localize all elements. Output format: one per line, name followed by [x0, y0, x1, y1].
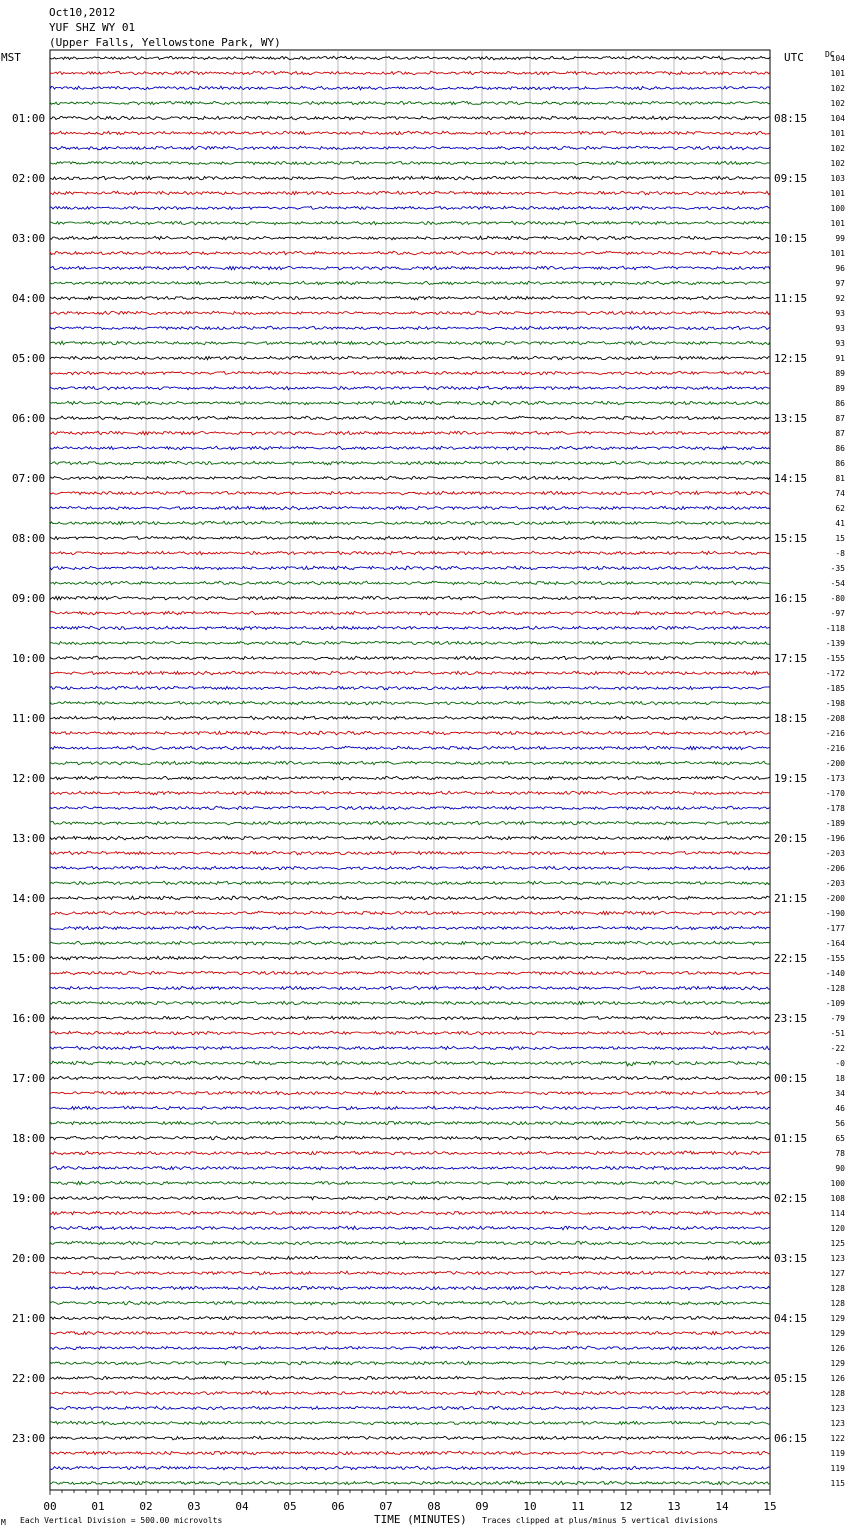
seismic-trace	[50, 401, 770, 405]
mst-hour-label: 17:00	[12, 1072, 46, 1085]
dc-offset-value: 129	[830, 1329, 845, 1338]
seismic-trace	[50, 266, 770, 270]
dc-offset-labels	[826, 54, 845, 1488]
seismic-trace	[50, 746, 770, 750]
seismic-trace	[50, 761, 770, 765]
utc-hour-label: 12:15	[774, 352, 808, 365]
mst-hour-label: 03:00	[12, 232, 46, 245]
dc-offset-value: 34	[835, 1089, 845, 1098]
mst-hour-label: 22:00	[12, 1372, 46, 1385]
dc-offset-value: 122	[830, 1434, 845, 1443]
seismic-trace	[50, 806, 770, 810]
dc-offset-value: 114	[830, 1209, 845, 1218]
location-label: (Upper Falls, Yellowstone Park, WY)	[49, 36, 281, 49]
mst-hour-label: 08:00	[12, 532, 46, 545]
seismic-trace	[50, 581, 770, 585]
dc-offset-value: -196	[825, 834, 845, 843]
seismic-trace	[50, 1031, 770, 1035]
utc-hour-label: 05:15	[774, 1372, 808, 1385]
dc-offset-value: 101	[830, 249, 845, 258]
seismic-trace	[50, 56, 770, 60]
mst-hour-label: 15:00	[12, 952, 46, 965]
dc-offset-value: -155	[825, 654, 845, 663]
dc-offset-value: 127	[830, 1269, 845, 1278]
seismic-trace	[50, 1451, 770, 1455]
dc-offset-value: 101	[830, 189, 845, 198]
mst-hour-label: 11:00	[12, 712, 46, 725]
dc-offset-value: 86	[835, 459, 845, 468]
dc-offset-value: -177	[825, 924, 845, 933]
mst-hour-label: 10:00	[12, 652, 46, 665]
seismic-trace	[50, 416, 770, 420]
dc-offset-value: 86	[835, 399, 845, 408]
x-axis-title: TIME (MINUTES)	[374, 1513, 467, 1526]
seismic-trace	[50, 341, 770, 345]
x-tick-label: 00	[43, 1500, 57, 1513]
x-tick-label: 13	[667, 1500, 681, 1513]
seismic-trace	[50, 1316, 770, 1320]
seismic-trace	[50, 1196, 770, 1200]
mst-hour-label: 09:00	[12, 592, 46, 605]
utc-hour-label: 08:15	[774, 112, 808, 125]
x-tick-label: 15	[763, 1500, 777, 1513]
dc-offset-value: 74	[835, 489, 845, 498]
dc-offset-value: 123	[830, 1254, 845, 1263]
seismic-trace	[50, 926, 770, 930]
utc-hour-label: 09:15	[774, 172, 808, 185]
x-tick-label: 09	[475, 1500, 489, 1513]
dc-offset-value: 91	[835, 354, 845, 363]
dc-offset-value: 108	[830, 1194, 845, 1203]
dc-offset-value: -35	[830, 564, 845, 573]
seismic-trace	[50, 656, 770, 660]
seismic-trace	[50, 791, 770, 795]
dc-offset-value: -22	[830, 1044, 845, 1053]
dc-offset-value: 56	[835, 1119, 845, 1128]
dc-offset-value: 128	[830, 1299, 845, 1308]
seismic-trace	[50, 1421, 770, 1425]
dc-offset-value: -185	[825, 684, 845, 693]
seismic-trace	[50, 896, 770, 900]
seismic-trace	[50, 776, 770, 780]
dc-offset-value: -206	[825, 864, 845, 873]
dc-offset-value: 104	[830, 54, 845, 63]
x-tick-label: 07	[379, 1500, 393, 1513]
seismic-trace	[50, 281, 770, 285]
seismic-trace	[50, 1181, 770, 1185]
seismic-trace	[50, 956, 770, 960]
seismic-trace	[50, 1076, 770, 1080]
seismic-trace	[50, 1226, 770, 1230]
seismic-trace	[50, 146, 770, 150]
seismic-trace	[50, 1061, 770, 1066]
scale-note: Each Vertical Division = 500.00 microvolts	[20, 1516, 223, 1525]
date-label: Oct10,2012	[49, 6, 116, 19]
x-tick-label: 08	[427, 1500, 441, 1513]
x-tick-label: 01	[91, 1500, 105, 1513]
dc-label: DC	[825, 50, 835, 59]
utc-hour-label: 03:15	[774, 1252, 808, 1265]
dc-offset-value: 86	[835, 444, 845, 453]
dc-offset-value: -51	[830, 1029, 845, 1038]
dc-offset-value: -173	[825, 774, 845, 783]
dc-offset-value: 81	[835, 474, 845, 483]
utc-hour-label: 23:15	[774, 1012, 808, 1025]
utc-hour-label: 22:15	[774, 952, 808, 965]
seismic-trace	[50, 191, 770, 195]
utc-hour-label: 00:15	[774, 1072, 808, 1085]
mst-hour-label: 07:00	[12, 472, 46, 485]
utc-hour-label: 04:15	[774, 1312, 808, 1325]
dc-offset-value: -172	[825, 669, 845, 678]
dc-offset-value: 103	[830, 174, 845, 183]
dc-offset-value: 126	[830, 1344, 845, 1353]
seismic-trace	[50, 731, 770, 735]
utc-hour-label: 06:15	[774, 1432, 808, 1445]
dc-offset-value: 102	[830, 84, 845, 93]
mst-hour-label: 23:00	[12, 1432, 46, 1445]
dc-offset-value: 93	[835, 339, 845, 348]
dc-offset-value: -203	[825, 849, 845, 858]
dc-offset-value: 104	[830, 114, 845, 123]
dc-offset-value: 128	[830, 1389, 845, 1398]
dc-offset-value: 92	[835, 294, 845, 303]
mst-hour-label: 19:00	[12, 1192, 46, 1205]
utc-hour-label: 15:15	[774, 532, 808, 545]
dc-offset-value: -8	[835, 549, 845, 558]
dc-offset-value: -203	[825, 879, 845, 888]
seismic-trace	[50, 491, 770, 495]
x-tick-label: 04	[235, 1500, 249, 1513]
seismic-trace	[50, 1016, 770, 1019]
seismic-trace	[50, 161, 770, 165]
seismic-trace	[50, 1361, 770, 1365]
dc-offset-value: 102	[830, 99, 845, 108]
utc-hour-label: 16:15	[774, 592, 808, 605]
seismic-trace	[50, 251, 770, 255]
utc-hour-label: 10:15	[774, 232, 808, 245]
seismic-trace	[50, 1271, 770, 1275]
station-label: YUF SHZ WY 01	[49, 21, 136, 34]
seismic-trace	[50, 236, 770, 240]
dc-offset-value: 41	[835, 519, 845, 528]
seismic-trace	[50, 1211, 770, 1215]
x-tick-label: 12	[619, 1500, 633, 1513]
seismic-trace	[50, 686, 770, 690]
seismic-trace	[50, 311, 770, 314]
seismic-trace	[50, 1286, 770, 1290]
seismic-trace	[50, 836, 770, 840]
seismic-trace	[50, 611, 770, 615]
seismic-trace	[50, 101, 770, 104]
mst-hour-label: 12:00	[12, 772, 46, 785]
dc-offset-value: -198	[825, 699, 845, 708]
dc-offset-value: 102	[830, 144, 845, 153]
utc-hour-label: 17:15	[774, 652, 808, 665]
dc-offset-value: 120	[830, 1224, 845, 1233]
dc-offset-value: 89	[835, 384, 845, 393]
seismic-trace	[50, 551, 770, 555]
seismic-trace	[50, 701, 770, 705]
mst-hour-label: 14:00	[12, 892, 46, 905]
dc-offset-value: -170	[825, 789, 845, 798]
dc-offset-value: 18	[835, 1074, 845, 1083]
seismic-trace	[50, 626, 770, 630]
seismic-trace	[50, 1301, 770, 1305]
dc-offset-value: 128	[830, 1284, 845, 1293]
dc-offset-value: -216	[825, 729, 845, 738]
dc-offset-value: -140	[825, 969, 845, 978]
dc-offset-value: -178	[825, 804, 845, 813]
seismic-trace	[50, 911, 770, 915]
dc-offset-value: 126	[830, 1374, 845, 1383]
dc-offset-value: 87	[835, 429, 845, 438]
dc-offset-value: -190	[825, 909, 845, 918]
seismic-trace	[50, 566, 770, 570]
x-tick-label: 06	[331, 1500, 345, 1513]
utc-hour-label: 20:15	[774, 832, 808, 845]
utc-label: UTC	[784, 51, 804, 64]
utc-hour-label: 01:15	[774, 1132, 808, 1145]
x-tick-label: 14	[715, 1500, 729, 1513]
dc-offset-value: 62	[835, 504, 845, 513]
dc-offset-value: 102	[830, 159, 845, 168]
mst-label: MST	[1, 51, 21, 64]
seismic-trace	[50, 131, 770, 134]
dc-offset-value: 89	[835, 369, 845, 378]
dc-offset-value: 101	[830, 69, 845, 78]
dc-offset-value: -109	[825, 999, 845, 1008]
dc-offset-value: 99	[835, 234, 845, 243]
dc-offset-value: 123	[830, 1419, 845, 1428]
dc-offset-value: -189	[825, 819, 845, 828]
dc-offset-value: 125	[830, 1239, 845, 1248]
seismic-trace	[50, 1406, 770, 1410]
x-axis	[43, 1490, 776, 1513]
seismic-trace	[50, 536, 770, 540]
seismic-trace	[50, 221, 770, 225]
seismic-trace	[50, 386, 770, 390]
dc-offset-value: 93	[835, 324, 845, 333]
dc-offset-value: 87	[835, 414, 845, 423]
dc-offset-value: 119	[830, 1464, 845, 1473]
dc-offset-value: 46	[835, 1104, 845, 1113]
x-tick-label: 02	[139, 1500, 153, 1513]
seismic-trace	[50, 1151, 770, 1155]
seismic-trace	[50, 641, 770, 644]
seismic-trace	[50, 431, 770, 435]
mst-hour-label: 04:00	[12, 292, 46, 305]
mst-hour-label: 06:00	[12, 412, 46, 425]
dc-offset-value: 129	[830, 1314, 845, 1323]
dc-offset-value: 15	[835, 534, 845, 543]
seismic-trace	[50, 851, 770, 855]
dc-offset-value: 123	[830, 1404, 845, 1413]
utc-hour-label: 02:15	[774, 1192, 808, 1205]
dc-offset-value: 115	[830, 1479, 845, 1488]
dc-offset-value: -97	[830, 609, 845, 618]
dc-offset-value: -155	[825, 954, 845, 963]
dc-offset-value: 129	[830, 1359, 845, 1368]
dc-offset-value: -216	[825, 744, 845, 753]
utc-hour-label: 11:15	[774, 292, 808, 305]
dc-offset-value: -0	[835, 1059, 845, 1068]
seismic-trace	[50, 356, 770, 360]
seismic-trace	[50, 116, 770, 120]
mst-hour-label: 13:00	[12, 832, 46, 845]
seismic-trace	[50, 296, 770, 300]
seismic-trace	[50, 671, 770, 675]
dc-offset-value: -118	[825, 624, 845, 633]
mst-hour-label: 01:00	[12, 112, 46, 125]
dc-offset-value: 93	[835, 309, 845, 318]
dc-offset-value: 65	[835, 1134, 845, 1143]
seismic-trace	[50, 326, 770, 330]
trace-group	[50, 56, 770, 1485]
seismic-trace	[50, 881, 770, 885]
seismic-trace	[50, 1481, 770, 1485]
utc-hour-label: 13:15	[774, 412, 808, 425]
seismic-trace	[50, 1256, 770, 1260]
mst-hour-label: 05:00	[12, 352, 46, 365]
seismic-trace	[50, 86, 770, 90]
dc-offset-value: 97	[835, 279, 845, 288]
x-tick-label: 05	[283, 1500, 297, 1513]
utc-hour-label: 21:15	[774, 892, 808, 905]
mst-hour-label: 21:00	[12, 1312, 46, 1325]
seismic-trace	[50, 461, 770, 465]
clip-note: Traces clipped at plus/minus 5 vertical divisions	[482, 1516, 719, 1525]
dc-offset-value: 96	[835, 264, 845, 273]
seismic-trace	[50, 521, 770, 525]
dc-offset-value: -200	[825, 894, 845, 903]
dc-offset-value: -54	[830, 579, 845, 588]
dc-offset-value: -200	[825, 759, 845, 768]
seismic-trace	[50, 716, 770, 720]
dc-offset-value: 90	[835, 1164, 845, 1173]
utc-hour-label: 18:15	[774, 712, 808, 725]
seismic-trace	[50, 1106, 770, 1110]
dc-offset-value: -164	[825, 939, 845, 948]
seismic-trace	[50, 176, 770, 180]
dc-offset-value: -79	[830, 1014, 845, 1023]
dc-offset-value: 119	[830, 1449, 845, 1458]
seismic-trace	[50, 71, 770, 75]
seismic-trace	[50, 206, 770, 209]
seismic-trace	[50, 446, 770, 450]
seismic-trace	[50, 971, 770, 975]
seismic-trace	[50, 1121, 770, 1125]
seismic-trace	[50, 1091, 770, 1094]
mst-hour-label: 16:00	[12, 1012, 46, 1025]
seismic-trace	[50, 1331, 770, 1335]
seismic-trace	[50, 866, 770, 870]
seismic-trace	[50, 1436, 770, 1440]
seismic-trace	[50, 596, 770, 600]
dc-offset-value: -80	[830, 594, 845, 603]
utc-hour-label: 19:15	[774, 772, 808, 785]
seismic-trace	[50, 1346, 770, 1350]
seismic-trace	[50, 1166, 770, 1170]
seismic-trace	[50, 1046, 770, 1050]
seismic-trace	[50, 1376, 770, 1380]
x-tick-label: 11	[571, 1500, 585, 1513]
seismic-trace	[50, 506, 770, 510]
x-tick-label: 03	[187, 1500, 201, 1513]
dc-offset-value: -128	[825, 984, 845, 993]
seismic-trace	[50, 1001, 770, 1005]
dc-offset-value: 78	[835, 1149, 845, 1158]
seismic-trace	[50, 1391, 770, 1395]
seismic-trace	[50, 986, 770, 990]
dc-offset-value: -139	[825, 639, 845, 648]
mst-hour-label: 02:00	[12, 172, 46, 185]
dc-offset-value: 100	[830, 204, 845, 213]
seismic-trace	[50, 1136, 770, 1140]
seismic-trace	[50, 371, 770, 374]
dc-offset-value: 100	[830, 1179, 845, 1188]
x-tick-label: 10	[523, 1500, 537, 1513]
corner-mark: M	[1, 1518, 6, 1527]
utc-hour-label: 14:15	[774, 472, 808, 485]
mst-hour-label: 18:00	[12, 1132, 46, 1145]
seismic-trace	[50, 476, 770, 479]
seismic-trace	[50, 941, 770, 945]
seismic-trace	[50, 1241, 770, 1245]
dc-offset-value: 101	[830, 219, 845, 228]
mst-hour-label: 20:00	[12, 1252, 46, 1265]
dc-offset-value: 101	[830, 129, 845, 138]
dc-offset-value: -208	[825, 714, 845, 723]
seismic-trace	[50, 821, 770, 825]
seismic-trace	[50, 1466, 770, 1470]
